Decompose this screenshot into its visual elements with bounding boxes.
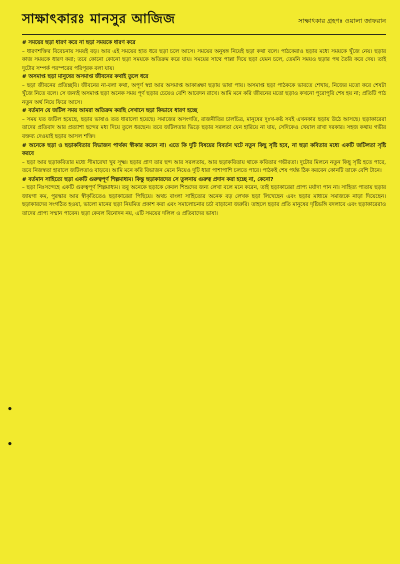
punch-hole-mark: •	[7, 405, 13, 415]
header	[22, 10, 386, 35]
question-1: # সময়ের ছড়া ধারণ করে না ছড়া সময়কে ধারণ করে	[22, 40, 136, 46]
answer-3: – সময় যত জটিল হয়েছে, ছড়ার ভাষাও তত ধারালো হয়েছে। সমাজের অসংগতি, রাজনীতির চালচিত্র, মানুষের দুঃখ-কষ্ট সবই এখনকার ছড়ায় উঠে আসছে। ছড়াকারেরা তাদের প্রতিবাদ আর প্রত্যাশা ছন্দের মধ্য দিয়ে তুলে ধরছেন। তবে জটিলতার ভিড়ে ছড়ার সরলতা যেন হারিয়ে না যায়, সেদিকেও খেয়াল রাখা দরকার। সহজ কথায় গভীর বক্তব্য দেওয়াই ছড়ার আসল শক্তি।	[22, 116, 386, 141]
answer-5: – ছড়া নিঃসন্দেহে একটি গুরুত্বপূর্ণ শিল্পমাধ্যম। তবু অনেকে ছড়াকে কেবল শিশুদের জন্য লেখা বলে মনে করেন, তাই ছড়াকারেরা প্রাপ্য মর্যাদা পান না। সাহিত্য পাতায় ছড়ার জায়গা কম, পুরস্কার আর স্বীকৃতিতেও ছড়াকারেরা পিছিয়ে। অথচ বাংলা সাহিত্যের অনেক বড় লেখক ছড়া লিখেছেন এবং ছড়ার মাধ্যমে সমাজকে নাড়া দিয়েছেন। ছড়াকারদের সংগঠিত হওয়া, ভালো মানের ছড়া নিয়মিত প্রকাশ করা এবং সমালোচনার চর্চা বাড়ানো জরুরি। তাহলে ছড়ার প্রতি মানুষের দৃষ্টিভঙ্গি বদলাবে এবং ছড়াকারেরাও তাদের প্রাপ্য সম্মান পাবেন। ছড়া কেবল বিনোদন নয়, এটি সময়ের দলিল ও প্রতিবাদের ভাষা।	[22, 185, 386, 217]
punch-hole-mark: •	[7, 440, 13, 450]
question-2: # অসমাপ্ত ছড়া মানুষের অসমাপ্ত জীবনের কথাই তুলে ধরে	[22, 74, 149, 81]
page-title: সাক্ষাৎকারঃ মানসুর আজিজ	[22, 12, 176, 27]
interview-body	[22, 39, 386, 218]
question-4: # অনেকে ছড়া ও ছড়াকবিতার বিভাজন পার্থক্য স্বীকার করেন না। এতে কি দুটি বিষয়ের বিবর্তন ঘটে নতুন কিছু সৃষ্টি হবে, না ছড়া কবিতার মধ্যে একটি জটিলতা সৃষ্টি করবে	[22, 142, 386, 158]
answer-2: – ছড়া জীবনের প্রতিচ্ছবি। জীবনের না-বলা কথা, অপূর্ণ স্বপ্ন আর অসমাপ্ত আকাঙ্ক্ষা ছড়ায় ভাষা পায়। অসমাপ্ত ছড়া পাঠককে ভাবতে শেখায়, নিজের মতো করে শেষটা খুঁজে নিতে বলে। সে জন্যই অসমাপ্ত ছড়া অনেক সময় পূর্ণ ছড়ার চেয়েও বেশি আবেদন রাখে। আমি মনে করি জীবনের মতো ছড়াও কখনো পুরোপুরি শেষ হয় না; প্রতিটি পাঠ নতুন অর্থ নিয়ে ফিরে আসে।	[22, 82, 386, 106]
question-3: # বর্তমান যে জটিল সময় আমরা অতিক্রম করছি সেখানে ছড়া কিভাবে ধারণ হচ্ছে	[22, 108, 198, 115]
question-5: # বর্তমান সাহিত্যে ছড়া একটি গুরুত্বপূর্ণ শিল্পমাধ্যম। কিন্তু ছড়াকারদের সে তুলনায় গুরুত্ব প্রদান করা হচ্ছে না, কেনো?	[22, 176, 274, 183]
interviewer-credit: সাক্ষাৎকার গ্রহণঃ ওয়ালা জাফরান	[298, 17, 386, 25]
answer-4: – ছড়া আর ছড়াকবিতার মধ্যে সীমারেখা খুব সূক্ষ্ম। ছড়ার প্রাণ তার ছন্দ আর সরলতায়, আর ছড়াকবিতায় থাকে কবিতার গভীরতা। দুটোর মিলনে নতুন কিছু সৃষ্টি হতে পারে, তবে নিজস্বতা হারালে জটিলতাও বাড়বে। আমি মনে করি বিভাজন মেনে নিয়েও দুটি ধারা পাশাপাশি চলতে পারে। পাঠকই শেষ পর্যন্ত ঠিক করবেন কোনটি তাকে বেশি টানে।	[22, 159, 386, 175]
answer-1: – ধারণশক্তির বিবেচনায় সময়ই বড়। আর এই সময়ের হাত ধরে ছড়া চলে আসে। সময়ের অনুষঙ্গ নিয়েই ছড়া কথা বলে। পাঠকেরাও ছড়ার মধ্যে সময়কে খুঁজে নেয়। ছড়ার কাজ সময়কে ধারণ করা; তবে কোনো কোনো ছড়া সময়কে অতিক্রম করে যায়। সময়ের সাথে পাল্লা দিয়ে ছড়া যেমন চলে, তেমনি সময়ও ছড়ার পথ তৈরি করে দেয়। তাই দুটোর সম্পর্ক পরস্পরের পরিপূরক বলা যায়।	[22, 48, 386, 72]
